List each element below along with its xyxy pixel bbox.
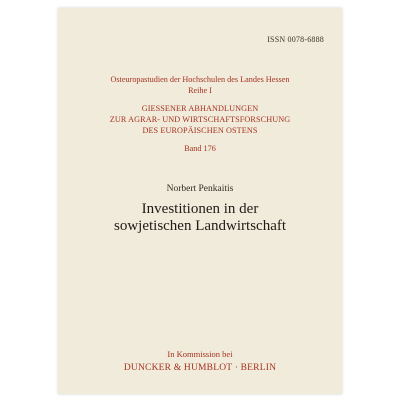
series-block <box>58 74 342 154</box>
book-title <box>58 201 342 235</box>
series-band: Band 176 <box>184 144 216 153</box>
commission-note: In Kommission bei <box>167 349 233 359</box>
series-reihe: Reihe I <box>188 86 212 95</box>
series-title-line-2: ZUR AGRAR- UND WIRTSCHAFTSFORSCHUNG <box>109 115 291 124</box>
book-title-line-2: sowjetischen Landwirtschaft <box>113 218 287 234</box>
book-title-line-1: Investitionen in der <box>141 201 259 217</box>
series-title-line-1: GIESSENER ABHANDLUNGEN <box>141 104 259 113</box>
series-publisher-line: Osteuropastudien der Hochschulen des Landes Hessen <box>110 75 290 84</box>
book-cover <box>58 8 342 394</box>
series-title-line-3: DES EUROPÄISCHEN OSTENS <box>142 126 258 135</box>
issn-number: ISSN 0078-6888 <box>267 35 324 44</box>
publisher-imprint: DUNCKER & HUMBLOT · BERLIN <box>123 363 277 373</box>
author-name: Norbert Penkaitis <box>166 184 234 194</box>
